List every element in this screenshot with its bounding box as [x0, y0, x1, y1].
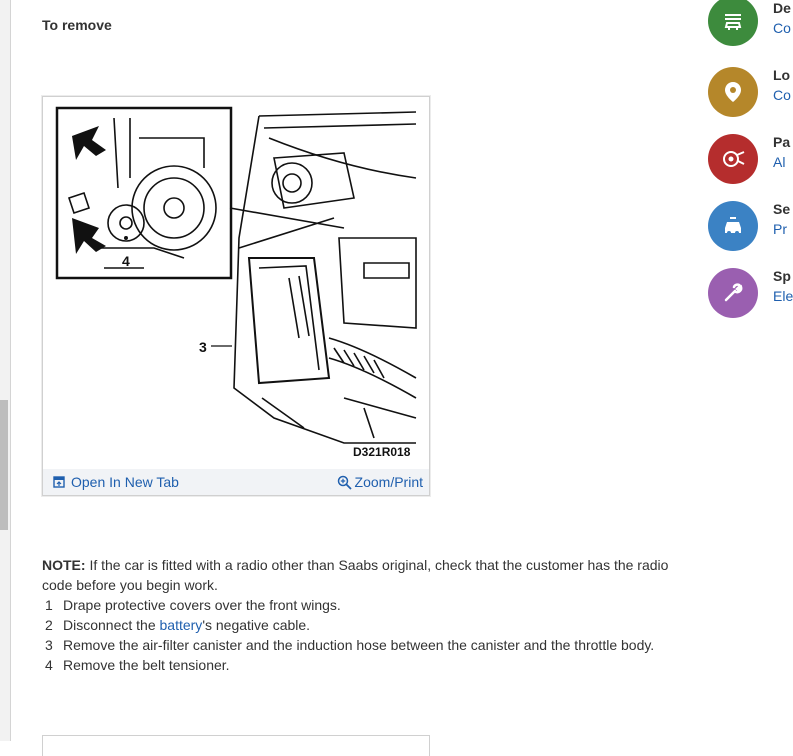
figure-toolbar: [43, 469, 429, 495]
open-in-new-tab-link[interactable]: [53, 474, 179, 490]
step-text: Remove the belt tensioner.: [63, 657, 230, 673]
step-item: [42, 595, 654, 615]
note-label: NOTE:: [42, 557, 86, 573]
zoom-print-label: Zoom/Print: [354, 474, 423, 490]
sidebar-title: Sp: [773, 268, 791, 284]
parts-icon: [708, 134, 758, 184]
sidebar-subtitle[interactable]: Pr: [773, 221, 787, 237]
vehicle-details-icon: [708, 0, 758, 46]
note-paragraph: [42, 555, 682, 595]
steps-list: [42, 595, 654, 675]
step-item: [42, 655, 654, 675]
callout-4: 4: [122, 253, 130, 269]
step-number: 3: [45, 637, 53, 653]
figure-card: [42, 96, 430, 496]
sidebar-title: Pa: [773, 134, 791, 150]
note-text: If the car is fitted with a radio other than Saabs original, check that the customer has the radio code before you begin work.: [42, 557, 669, 593]
sidebar-title: Lo: [773, 67, 791, 83]
sidebar-subtitle[interactable]: Al: [773, 154, 786, 170]
location-pin-icon: [708, 67, 758, 117]
open-new-tab-icon: [53, 476, 65, 488]
step-number: 2: [45, 617, 53, 633]
sidebar-item-specs[interactable]: [708, 268, 793, 320]
sidebar-subtitle[interactable]: Ele: [773, 288, 793, 304]
zoom-print-link[interactable]: [337, 474, 423, 490]
step-text: Drape protective covers over the front wings.: [63, 597, 341, 613]
battery-link[interactable]: battery: [159, 617, 203, 633]
next-figure-card: [42, 735, 430, 756]
step-text: Remove the air-filter canister and the induction hose between the canister and the throttle body.: [63, 637, 655, 653]
engine-diagram: [44, 98, 428, 466]
service-icon: [708, 201, 758, 251]
zoom-in-icon: [337, 475, 352, 490]
sidebar-item-details[interactable]: [708, 0, 791, 52]
sidebar-title: Se: [773, 201, 791, 217]
sidebar-item-location[interactable]: [708, 67, 791, 119]
open-in-new-tab-label: Open In New Tab: [71, 474, 179, 490]
step-text: Disconnect the battery's negative cable.: [63, 617, 311, 633]
sidebar-item-parts[interactable]: [708, 134, 791, 186]
sidebar-title: De: [773, 0, 791, 16]
step-item: [42, 615, 654, 635]
sidebar-item-service[interactable]: [708, 201, 791, 253]
step-item: [42, 635, 654, 655]
step-number: 1: [45, 597, 53, 613]
section-title: To remove: [42, 17, 112, 33]
scroll-rail[interactable]: [0, 0, 11, 741]
scrollbar-thumb[interactable]: [0, 400, 8, 530]
sidebar-subtitle[interactable]: Co: [773, 87, 791, 103]
figure-caption: D321R018: [353, 445, 411, 459]
step-number: 4: [45, 657, 53, 673]
callout-3: 3: [199, 339, 207, 355]
sidebar-subtitle[interactable]: Co: [773, 20, 791, 36]
specs-wrench-icon: [708, 268, 758, 318]
